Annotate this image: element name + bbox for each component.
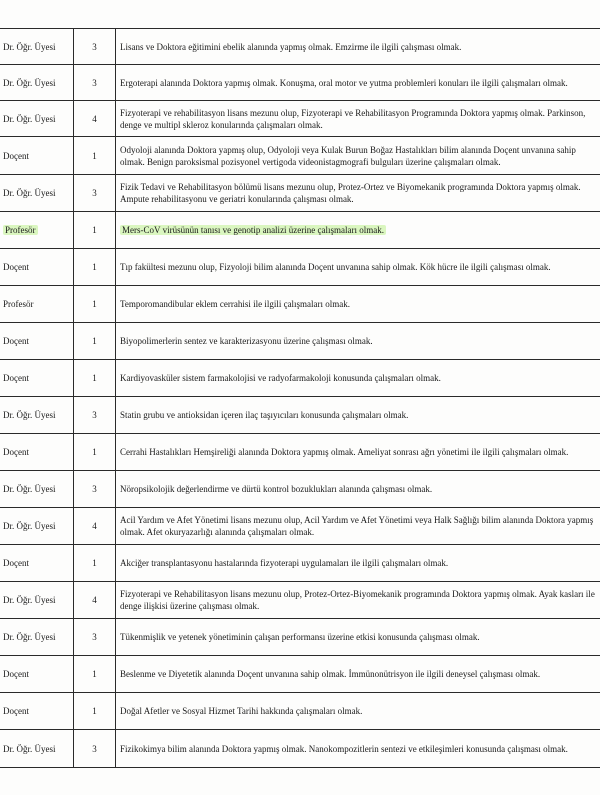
position-count-cell: 1 <box>74 323 116 360</box>
academic-title-cell: Dr. Öğr. Üyesi <box>0 619 74 656</box>
requirement-highlighted: Mers-CoV virüsünün tanısı ve genotip analizi üzerine çalışmaları olmak. <box>122 225 385 235</box>
academic-title-cell: Dr. Öğr. Üyesi <box>0 397 74 434</box>
requirement-cell: Doğal Afetler ve Sosyal Hizmet Tarihi hakkında çalışmaları olmak. <box>116 693 600 730</box>
table-row <box>0 175 600 212</box>
table-row <box>0 360 600 397</box>
requirement-cell: Biyopolimerlerin sentez ve karakterizasyonu üzerine çalışması olmak. <box>116 323 600 360</box>
academic-title-cell: Doçent <box>0 656 74 693</box>
requirement-cell: Beslenme ve Diyetetik alanında Doçent unvanına sahip olmak. İmmünonütrisyon ile ilgili deneysel çalışması olmak. <box>116 656 600 693</box>
academic-title-cell: Doçent <box>0 693 74 730</box>
positions-table <box>0 28 600 768</box>
requirement-cell: Statin grubu ve antioksidan içeren ilaç taşıyıcıları konusunda çalışmaları olmak. <box>116 397 600 434</box>
table-row <box>0 730 600 768</box>
academic-title-cell: Dr. Öğr. Üyesi <box>0 175 74 212</box>
requirement-cell: Odyoloji alanında Doktora yapmış olup, Odyoloji veya Kulak Burun Boğaz Hastalıkları bilim alanında Doçent unvanına sahip olmak. Benign paroksismal pozisyonel vertigoda videonistagmografi bulguları üzerine çalışmaları olmak. <box>116 137 600 175</box>
table-row <box>0 397 600 434</box>
academic-title-cell: Doçent <box>0 545 74 582</box>
position-count-cell: 1 <box>74 656 116 693</box>
table-row <box>0 323 600 360</box>
position-count-cell: 3 <box>74 730 116 768</box>
table-row <box>0 434 600 471</box>
table-row <box>0 212 600 249</box>
academic-title-cell: Dr. Öğr. Üyesi <box>0 29 74 65</box>
academic-title-cell: Dr. Öğr. Üyesi <box>0 65 74 101</box>
requirement-cell: Acil Yardım ve Afet Yönetimi lisans mezunu olup, Acil Yardım ve Afet Yönetimi veya Halk Sağlığı bilim alanında Doktora yapmış olmak. Afet okuryazarlığı alanında çalışmaları olmak. <box>116 508 600 545</box>
table-row <box>0 471 600 508</box>
table-row <box>0 101 600 137</box>
academic-title-cell: Dr. Öğr. Üyesi <box>0 508 74 545</box>
position-count-cell: 1 <box>74 212 116 249</box>
table-row <box>0 249 600 286</box>
position-count-cell: 4 <box>74 101 116 137</box>
position-count-cell: 4 <box>74 508 116 545</box>
position-count-cell: 1 <box>74 545 116 582</box>
table-row <box>0 286 600 323</box>
position-count-cell: 3 <box>74 175 116 212</box>
position-count-cell: 1 <box>74 360 116 397</box>
position-count-cell: 1 <box>74 137 116 175</box>
position-count-cell: 3 <box>74 65 116 101</box>
position-count-cell: 3 <box>74 619 116 656</box>
requirement-cell: Fizikokimya bilim alanında Doktora yapmış olmak. Nanokompozitlerin sentezi ve etkileşimleri konusunda çalışması olmak. <box>116 730 600 768</box>
academic-title-highlighted: Profesör <box>5 225 36 235</box>
requirement-cell: Fizyoterapi ve Rehabilitasyon lisans mezunu olup, Protez-Ortez-Biyomekanik programında Doktora yapmış olmak. Ayak kasları ile denge ilişkisi üzerine çalışması olmak. <box>116 582 600 619</box>
requirement-cell: Fizyoterapi ve rehabilitasyon lisans mezunu olup, Fizyoterapi ve Rehabilitasyon Programında Doktora yapmış olmak. Parkinson, denge ve multipl skleroz konularında çalışmaları olmak. <box>116 101 600 137</box>
table-row <box>0 693 600 730</box>
requirement-cell: Tıp fakültesi mezunu olup, Fizyoloji bilim alanında Doçent unvanına sahip olmak. Kök hücre ile ilgili çalışması olmak. <box>116 249 600 286</box>
requirement-cell: Lisans ve Doktora eğitimini ebelik alanında yapmış olmak. Emzirme ile ilgili çalışması olmak. <box>116 29 600 65</box>
requirement-cell: Ergoterapi alanında Doktora yapmış olmak. Konuşma, oral motor ve yutma problemleri konuları ile ilgili çalışmaları olmak. <box>116 65 600 101</box>
table-row <box>0 656 600 693</box>
requirement-cell: Fizik Tedavi ve Rehabilitasyon bölümü lisans mezunu olup, Protez-Ortez ve Biyomekanik programında Doktora yapmış olmak. Ampute rehabilitasyonu ve geriatri konularında çalışması olmak. <box>116 175 600 212</box>
table-row <box>0 137 600 175</box>
requirement-cell: Kardiyovasküler sistem farmakolojisi ve radyofarmakoloji konusunda çalışmaları olmak. <box>116 360 600 397</box>
requirement-cell: Cerrahi Hastalıkları Hemşireliği alanında Doktora yapmış olmak. Ameliyat sonrası ağrı yönetimi ile ilgili çalışmaları olmak. <box>116 434 600 471</box>
academic-title-cell: Dr. Öğr. Üyesi <box>0 582 74 619</box>
academic-title-cell: Doçent <box>0 434 74 471</box>
position-count-cell: 1 <box>74 693 116 730</box>
position-count-cell: 1 <box>74 286 116 323</box>
requirement-cell: Akciğer transplantasyonu hastalarında fizyoterapi uygulamaları ile ilgili çalışmaları olmak. <box>116 545 600 582</box>
table-row <box>0 582 600 619</box>
academic-title-cell: Doçent <box>0 249 74 286</box>
requirement-cell: Nöropsikolojik değerlendirme ve dürtü kontrol bozuklukları alanında çalışması olmak. <box>116 471 600 508</box>
requirement-cell: Temporomandibular eklem cerrahisi ile ilgili çalışmaları olmak. <box>116 286 600 323</box>
table-row <box>0 619 600 656</box>
academic-title-cell: Doçent <box>0 137 74 175</box>
position-count-cell: 3 <box>74 29 116 65</box>
academic-title-cell: Doçent <box>0 360 74 397</box>
table-row <box>0 29 600 65</box>
table-row <box>0 545 600 582</box>
table-row <box>0 508 600 545</box>
position-count-cell: 3 <box>74 397 116 434</box>
position-count-cell: 1 <box>74 249 116 286</box>
position-count-cell: 3 <box>74 471 116 508</box>
academic-title-cell: Dr. Öğr. Üyesi <box>0 101 74 137</box>
requirement-cell: Tükenmişlik ve yetenek yönetiminin çalışan performansı üzerine etkisi konusunda çalışması olmak. <box>116 619 600 656</box>
academic-title-cell: Doçent <box>0 323 74 360</box>
academic-title-cell: Dr. Öğr. Üyesi <box>0 471 74 508</box>
position-count-cell: 4 <box>74 582 116 619</box>
position-count-cell: 1 <box>74 434 116 471</box>
academic-title-cell: Profesör <box>0 286 74 323</box>
table-row <box>0 65 600 101</box>
academic-title-cell: Dr. Öğr. Üyesi <box>0 730 74 768</box>
